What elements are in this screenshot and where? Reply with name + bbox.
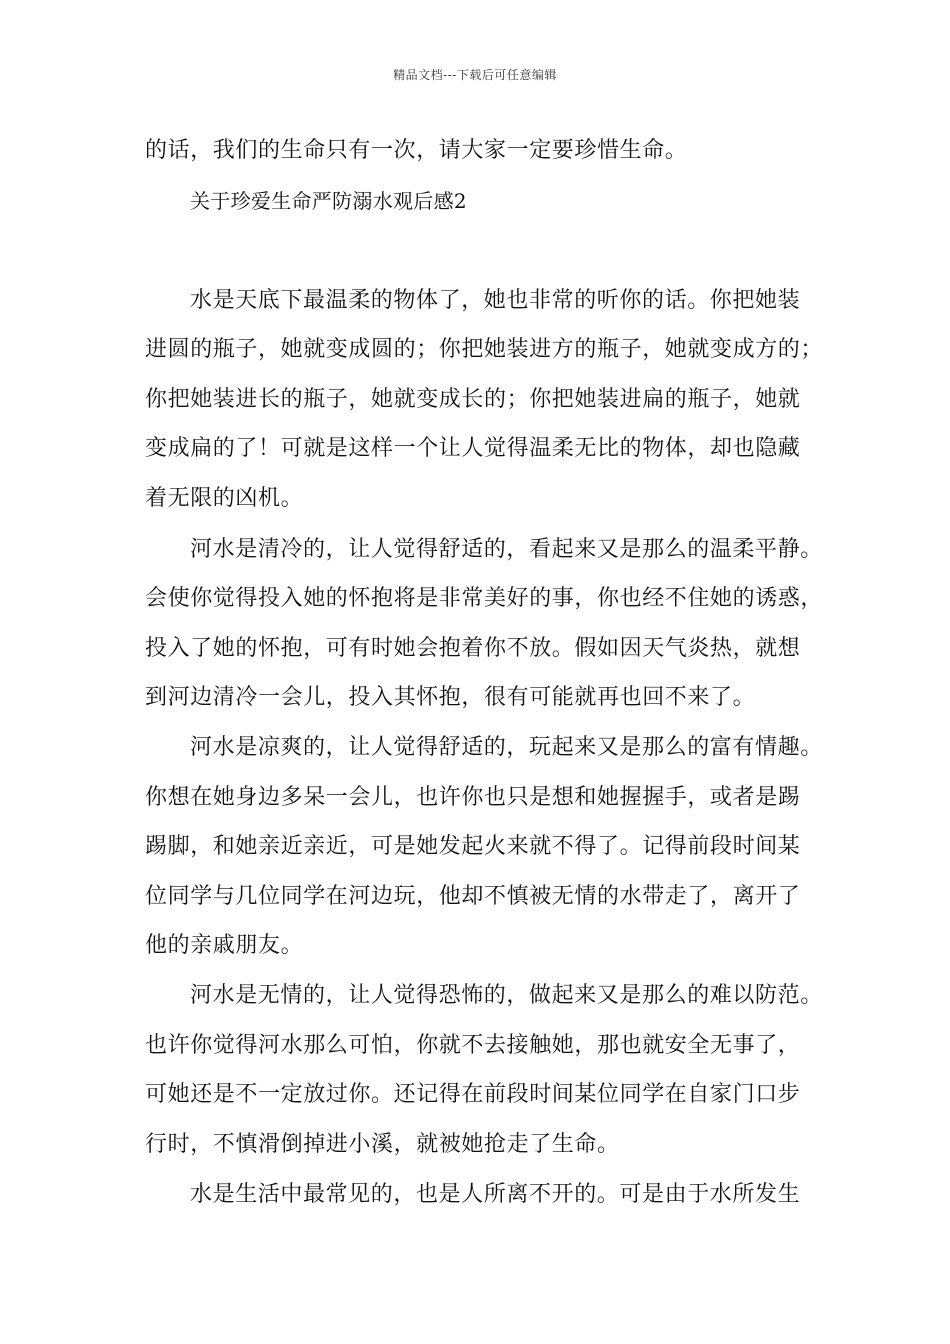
text-line: 着无限的凶机。: [145, 486, 304, 511]
text-line: 到河边清冷一会儿，投入其怀抱，很有可能就再也回不来了。: [145, 685, 756, 710]
paragraph-first-line: 河水是凉爽的，让人觉得舒适的，玩起来又是那么的富有情趣。: [190, 735, 823, 760]
text-line: 踢脚，和她亲近亲近，可是她发起火来就不得了。记得前段时间某: [145, 834, 801, 859]
text-line: 投入了她的怀抱，可有时她会抱着你不放。假如因天气炎热，就想: [145, 636, 801, 661]
text-line: 变成扁的了！可就是这样一个让人觉得温柔无比的物体，却也隐藏: [145, 436, 801, 461]
paragraph-first-line: 水是生活中最常见的，也是人所离不开的。可是由于水所发生: [190, 1182, 801, 1207]
paragraph-first-line: 河水是无情的，让人觉得恐怖的，做起来又是那么的难以防范。: [190, 983, 823, 1008]
text-line: 进圆的瓶子，她就变成圆的；你把她装进方的瓶子，她就变成方的；: [145, 337, 824, 362]
text-line: 的话，我们的生命只有一次，请大家一定要珍惜生命。: [145, 138, 688, 163]
text-line: 可她还是不一定放过你。还记得在前段时间某位同学在自家门口步: [145, 1082, 801, 1107]
paragraph-first-line: 水是天底下最温柔的物体了，她也非常的听你的话。你把她装: [190, 288, 801, 313]
text-line: 位同学与几位同学在河边玩，他却不慎被无情的水带走了，离开了: [145, 884, 801, 909]
text-line: 会使你觉得投入她的怀抱将是非常美好的事，你也经不住她的诱惑，: [145, 586, 824, 611]
text-line: 你想在她身边多呆一会儿，也许你也只是想和她握握手，或者是踢: [145, 785, 801, 810]
section-title: 关于珍爱生命严防溺水观后感2: [190, 189, 467, 213]
paragraph-first-line: 河水是清冷的，让人觉得舒适的，看起来又是那么的温柔平静。: [190, 537, 823, 562]
text-line: 他的亲戚朋友。: [145, 933, 304, 958]
text-line: 行时，不慎滑倒掉进小溪，就被她抢走了生命。: [145, 1132, 620, 1157]
text-line: 你把她装进长的瓶子，她就变成长的；你把她装进扁的瓶子，她就: [145, 387, 801, 412]
page-header: 精品文档---下载后可任意编辑: [393, 68, 557, 82]
text-line: 也许你觉得河水那么可怕，你就不去接触她，那也就安全无事了，: [145, 1033, 801, 1058]
